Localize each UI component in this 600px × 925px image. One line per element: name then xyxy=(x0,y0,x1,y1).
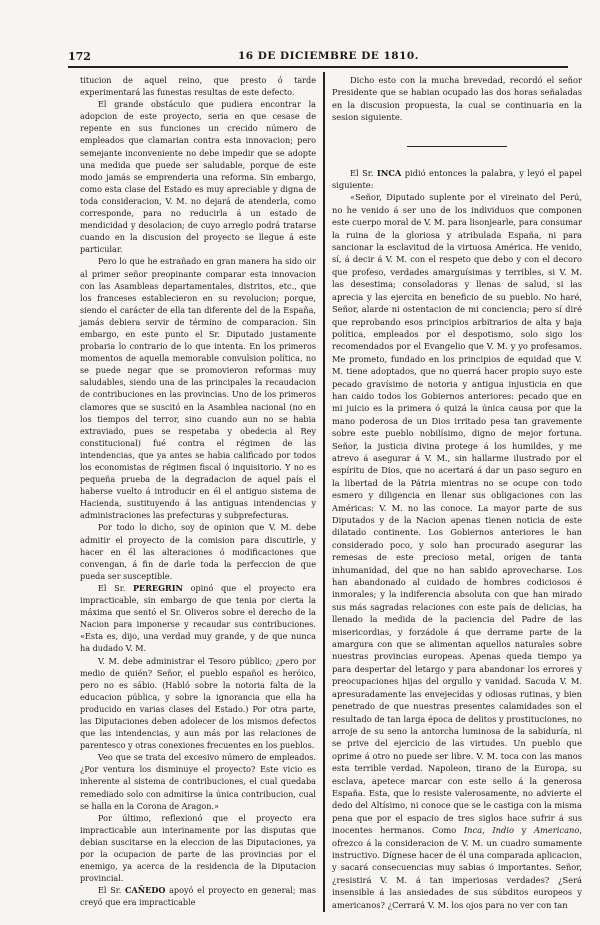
paragraph: El grande obstáculo que pudiera encontrar la adopcion de este proyecto, seria en que cesase de repente en sus funciones un crecido número de empleados que clamarian contra esta innovacion; pero semejante inconveniente no debe impedir que se adopte una medida que puede ser saludable, porque de este modo jamás se emprenderia una reforma. Sin embargo, como esta clase del Estado es muy apreciable y digna de toda consideracion, V. M. no dejará de atenderla, como corresponde, para no reducirla á un estado de mendicidad y desolacion; de cuyo arreglo podrá tratarse cuando en la discusion del proyecto se llegue á este particular. xyxy=(80,99,316,255)
text: El Sr. xyxy=(350,167,377,178)
paragraph xyxy=(80,582,316,655)
text: apoyó el proyecto en general; mas creyó que era impracticable xyxy=(80,885,316,908)
column-divider xyxy=(323,72,325,912)
italic-text: Indio xyxy=(492,825,514,836)
paragraph: V. M. debe administrar el Tesoro público; ¿pero por medio de quién? Señor, el pueblo español es heróico, pero no es sábio. (Habló sobre la notoria falta de la educacion pública, y sobre la ignorancia que ella ha producido en varias clases del Estado.) Por otra parte, las Diputaciones deben adolecer de los mismos defectos que las intendencias, y aun más por las relaciones de parentesco y otras conexiones frecuentes en los pueblos. xyxy=(80,655,316,751)
text: opinó que el proyecto era impracticable, sin embargo de que tenia por cierta la máxima que sentó el Sr. Oliveros sobre el derecho de la Nacion para imponerse y recaudar sus contribuciones. «Esta es, dijo, una verdad muy grande, y de que nunca ha dudado V. M. xyxy=(80,582,316,654)
speaker-name: INCA xyxy=(376,167,402,178)
paragraph xyxy=(332,191,582,911)
paragraph: titucion de aquel reino, que presto ó tarde experimentará las funestas resultas de este defecto. xyxy=(80,75,316,98)
text: , xyxy=(482,825,493,836)
text: y xyxy=(514,825,535,836)
paragraph: Veo que se trata del excesivo número de empleados. ¿Por ventura los disminuye el proyecto? Este vicio es inherente al sistema de contribuciones, el cual quedaba remediado solo con admitirse la única contribucion, cual se halla en la Corona de Aragon.» xyxy=(80,752,316,811)
right-column xyxy=(332,74,582,911)
speaker-name: CAÑEDO xyxy=(125,885,166,896)
page-number: 172 xyxy=(68,50,91,63)
text: El Sr. xyxy=(98,885,126,896)
section-separator xyxy=(407,146,507,147)
text: pidió entonces la palabra, y leyó el papel siguiente: xyxy=(332,167,582,191)
page-date: 16 DE DICIEMBRE DE 1810. xyxy=(238,50,419,62)
header-rule xyxy=(68,66,568,68)
italic-text: Inca xyxy=(463,825,483,836)
left-column xyxy=(80,74,316,908)
paragraph: Por último, reflexionó que el proyecto era impracticable aun interinamente por las disputas que debian suscitarse en la eleccion de las Diputaciones, ya por la ocupacion de parte de las provincias por el enemigo, ya acerca de la residencia de la Diputacion provincial. xyxy=(80,812,316,884)
text: , ofrezco á la consideracion de V. M. un cuadro sumamente instructivo. Dígnese hacer de él una comparada aplicacion, y sacará consecuencias muy sabias ó importantes. Señor, ¿resistirá V. M. á tan imperiosas verdades? ¿Será insensible á las ansiedades de sus súbditos europeos y americanos? ¿Cerrará V. M. los ojos para no ver con tan xyxy=(332,825,582,910)
text: El Sr. xyxy=(98,582,133,593)
italic-text: Americano xyxy=(534,825,580,836)
text: «Señor, Diputado suplente por el vireinato del Perú, no he venido á ser uno de los individuos que componen este cuerpo moral de V. M. para lisonjearle, para consumar la ruina de la gloriosa y atribulada España, ni para sancionar la esclavitud de la virtuosa América. He venido, sí, á decir á V. M. con el respeto que debo y con el decoro que profeso, verdades amarguísimas y terribles, si V. M. las desestima; consoladoras y llenas de salud, si las aprecia y las ejercita en beneficio de su pueblo. No haré, Señor, alarde ni ostentacion de mi conciencia; pero sí diré que reprobando esos principios arbitrarios de alta y baja política, empleados por el despotismo, solo sigo los recomendados por el Evangelio que V. M. y yo profesamos. Me prometo, fundado en los principios de equidad que V. M. tiene adoptados, que no querrá hacer propio suyo este pecado gravísimo de notoria y antigua injusticia en que han caido todos los Gobiernos anteriores: pecado que en mi juicio es la primera ó quizá la única causa por que la mano poderosa de un Dios irritado pesa tan gravemente sobre este pueblo nobilísimo, digno de mejor fortuna. Señor, la justicia divina protege á los humildes, y me atrevo á asegurar á V. M., sin hallarme ilustrado por el espíritu de Dios, que no acertará á dar un paso seguro en la libertad de la Pátria mientras no se ocupe con todo esmero y diligencia en llenar sus obligaciones con las Américas: V. M. no las conoce. La mayor parte de sus Diputados y de la Nacion apenas tienen noticia de este dilatado continente. Los Gobiernos anteriores le han considerado poco, y solo han procurado asegurar las remesas de este precioso metal, orígen de tanta inhumanidad, del que no han sabido aprovecharse. Los han abandonado al cuidado de hombres codiciosos é inmorales; y la indiferencia absoluta con que han mirado sus más sagradas relaciones con este país de delicias, ha llenado la medida de la paciencia del Padre de las misericordias, y forzádole á que derrame parte de la amargura con que se alimentan aquellos naturales sobre nuestras provincias europeas. Apenas queda tiempo ya para despertar del letargo y para abandonar los errores y preocupaciones hijas del orgullo y vanidad. Sacuda V. M. apresuradamente las envejecidas y odiosas rutinas, y bien penetrado de que nuestras presentes calamidades son el resultado de tan larga época de delitos y prostituciones, no arroje de su seno la antorcha luminosa de la sabiduría, ni se prive del ejercicio de las virtudes. Un pueblo que oprime á otro no puede ser libre. V. M. toca con las manos esta terrible verdad. Napoleon, tirano de la Europa, su esclava, apetece marcar con este sello á la generosa España. Esta, que lo resiste valerosamente, no advierte el dedo del Altísimo, ni conoce que se le castiga con la misma pena que por el espacio de tres siglos hace sufrir á sus inocentes hermanos. Como xyxy=(332,192,582,836)
paragraph xyxy=(80,884,316,908)
paragraph: Dicho esto con la mucha brevedad, recordó el señor Presidente que se habian ocupado las dos horas señaladas en la discusion propuesta, la cual se continuaria en la sesion siguiente. xyxy=(332,75,582,123)
paragraph: Por todo lo dicho, soy de opinion que V. M. debe admitir el proyecto de la comision para discutirle, y hacer en él las alteraciones ó modificaciones que convengan, á fin de darle toda la perfeccion de que pueda ser susceptible. xyxy=(80,522,316,581)
page-header xyxy=(68,50,568,64)
speaker-name: PEREGRIN xyxy=(132,582,183,593)
paragraph xyxy=(332,167,582,192)
paragraph: Pero lo que he estrañado en gran manera ha sido oir al primer señor preopinante comparar esta innovacion con las Asambleas departamentales, distritos, etc., que los franceses establecieron en su revolucion; porque, siendo el carácter de ella tan diferente del de la España, jamás debiera servir de término de comparacion. Sin embargo, en este punto el Sr. Diputado justamente probaria lo contrario de lo que intenta. En los primeros momentos de aquella memorable convulsion política, no se puede negar que se promovieron reformas muy saludables, siendo una de las principales la recaudacion de contribuciones en las provincias. Uno de los primeros clamores que se suscitó en la Asamblea nacional (no en los tiempos del terror, sino cuando aun no se habia extraviado, pues se respetaba y obedecia al Rey constitucional) fué contra el régimen de las intendencias, que ya antes se habia calificado por todos los economistas de régimen fiscal ó inquisitorio. Y no es pequeña prueba de la degradacion de aquel país el haberse vuelto á introducir en él el antiguo sistema de Hacienda, sustituyendo á las antiguas intendencias y administraciones las prefecturas y subprefecturas. xyxy=(80,256,316,521)
